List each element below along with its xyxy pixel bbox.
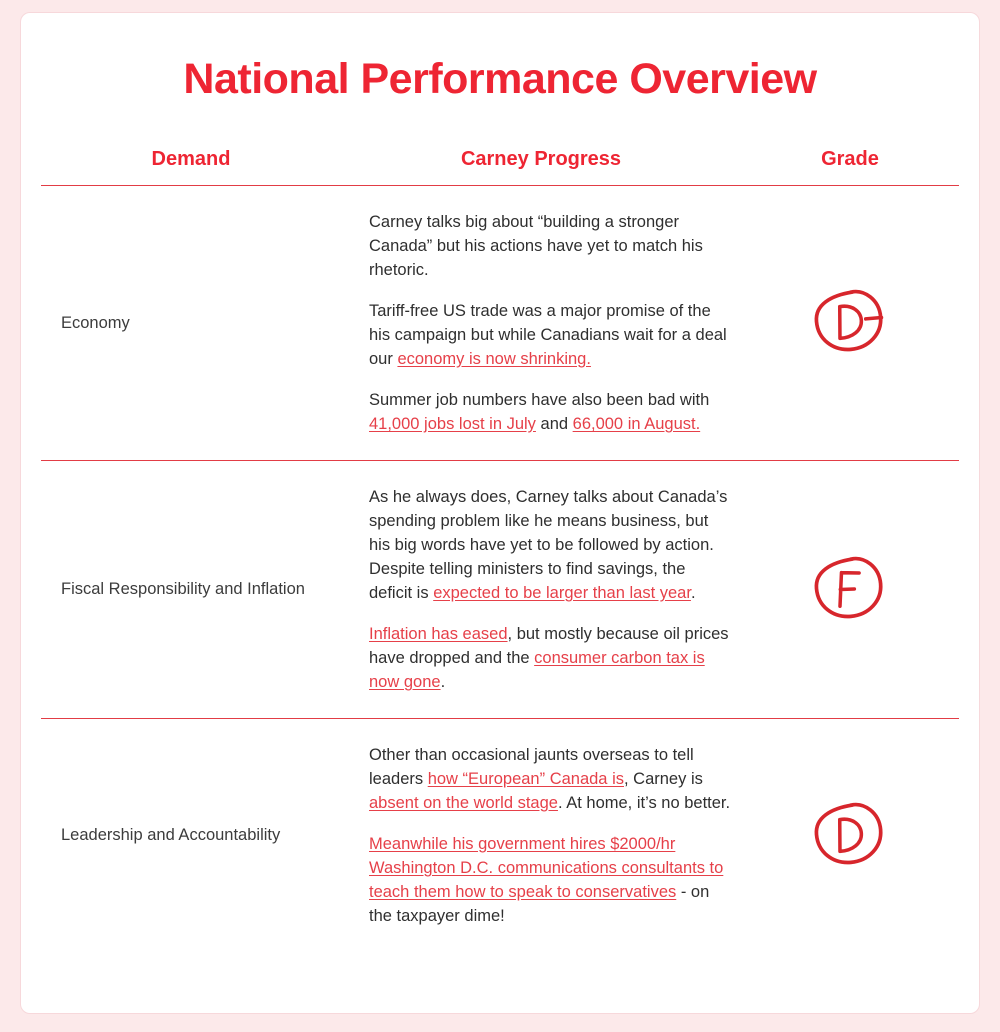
grade-badge (741, 797, 959, 875)
progress-text: . (690, 584, 696, 602)
table-row (41, 460, 959, 718)
table-header-row (41, 148, 959, 186)
progress-text: As he always does, Carney talks about Canada’s spending problem like he means business, but his big words have yet to be followed by action. Despite telling ministers to find savings, the deficit is (369, 488, 728, 602)
progress-link[interactable]: 66,000 in August. (572, 415, 701, 433)
progress-text: Carney talks big about “building a stronger Canada” but his actions have yet to match his rhetoric. (369, 213, 703, 279)
progress-cell (341, 186, 741, 460)
grade-circle-icon (805, 282, 896, 363)
progress-link[interactable]: Inflation has eased (369, 625, 508, 643)
report-card (20, 12, 980, 1014)
column-header-progress: Carney Progress (460, 148, 622, 170)
progress-cell (341, 461, 741, 718)
progress-link[interactable]: economy is now shrinking. (397, 350, 591, 368)
progress-paragraph (369, 299, 733, 371)
demand-label: Economy (61, 313, 130, 332)
demand-label: Leadership and Accountability (61, 826, 281, 844)
grade-circle-icon (805, 549, 896, 630)
page-title: National Performance Overview (183, 55, 817, 103)
progress-link[interactable]: Meanwhile his government hires $2000/hr Washington D.C. communications consultants to teach them how to speak to conservatives (369, 835, 724, 901)
table-row (41, 186, 959, 460)
progress-paragraph (369, 388, 733, 436)
table-row (41, 718, 959, 952)
progress-paragraph (369, 210, 733, 282)
progress-link[interactable]: expected to be larger than last year (433, 584, 691, 602)
progress-text: Tariff-free US trade was a major promise of the his campaign but while Canadians wait for a deal our (369, 302, 727, 368)
column-header-demand: Demand (151, 148, 231, 170)
progress-text: Other than occasional jaunts overseas to tell leaders (369, 746, 694, 788)
progress-link[interactable]: absent on the world stage (369, 794, 558, 812)
progress-text: . (440, 673, 446, 691)
progress-text: and (535, 415, 573, 433)
progress-paragraph (369, 743, 733, 815)
progress-text: - on the taxpayer dime! (369, 883, 710, 925)
progress-link[interactable]: consumer carbon tax is now gone (369, 649, 705, 691)
performance-table (41, 148, 959, 952)
grade-circle-icon (805, 795, 896, 876)
progress-text: , but mostly because oil prices have dropped and the (369, 625, 729, 667)
progress-text: , Carney is (624, 770, 703, 788)
progress-paragraph (369, 832, 733, 928)
progress-text: Summer job numbers have also been bad with (369, 391, 710, 409)
progress-text: . At home, it’s no better. (557, 794, 731, 812)
progress-paragraph (369, 622, 733, 694)
progress-link[interactable]: 41,000 jobs lost in July (369, 415, 536, 433)
progress-paragraph (369, 485, 733, 605)
column-header-grade: Grade (821, 148, 879, 170)
grade-badge (741, 551, 959, 629)
demand-label: Fiscal Responsibility and Inflation (61, 580, 305, 598)
grade-badge (741, 284, 959, 362)
progress-cell (341, 719, 741, 952)
progress-link[interactable]: how “European” Canada is (427, 770, 624, 788)
table-body (41, 186, 959, 952)
